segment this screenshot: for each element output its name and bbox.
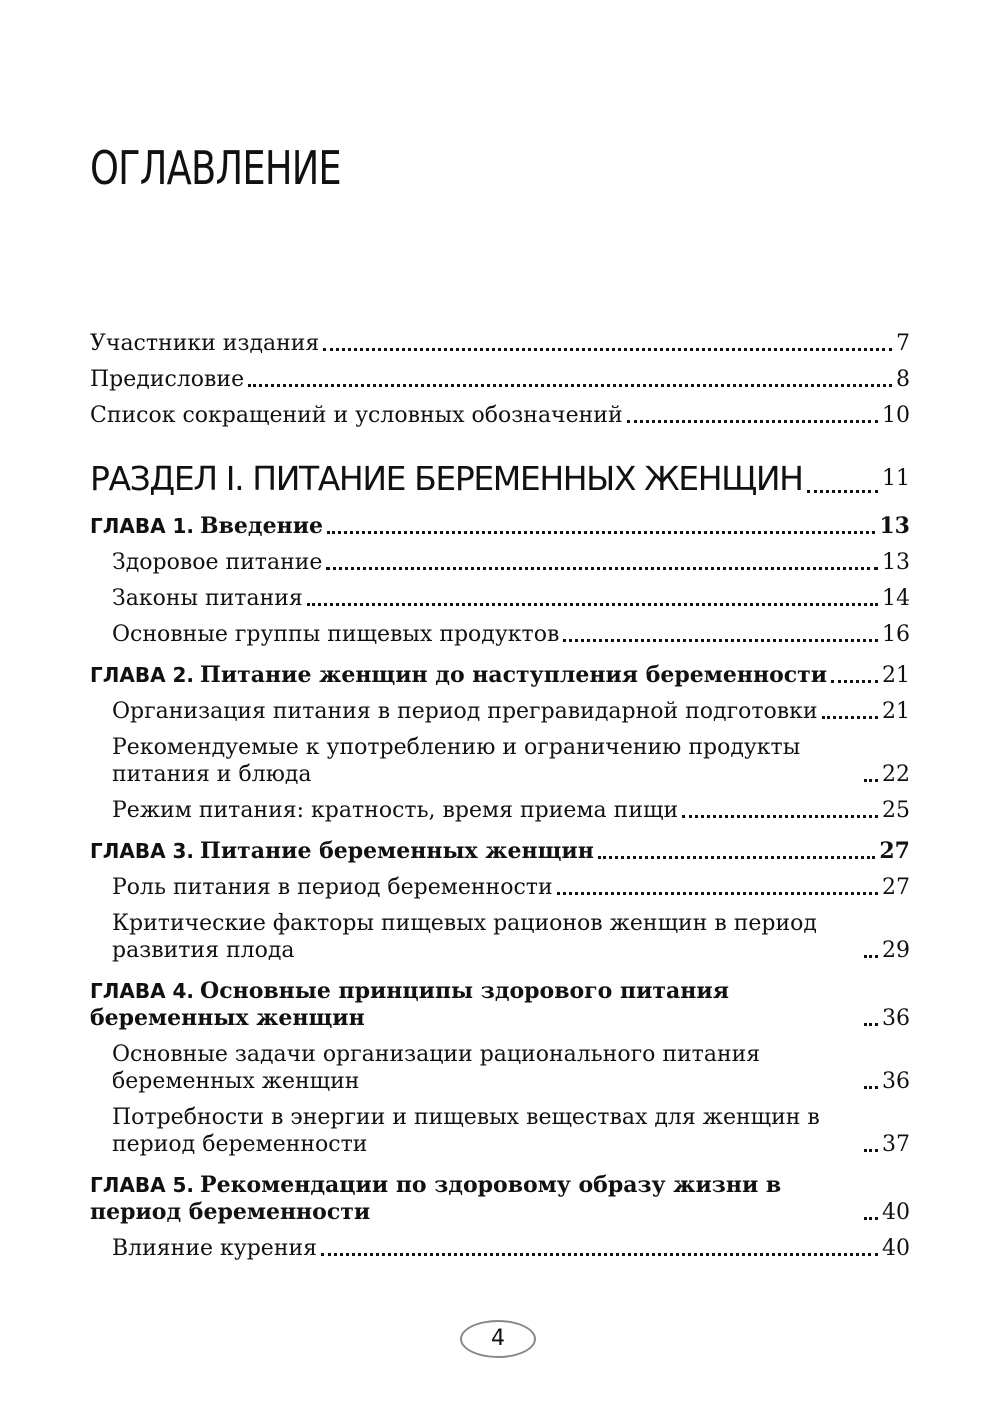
toc-page-number: 16 xyxy=(882,622,910,647)
dot-leader xyxy=(831,680,878,683)
toc-chapter-3[interactable] xyxy=(90,838,910,865)
toc-entry-text: Предисловие xyxy=(90,367,245,392)
toc-part-heading[interactable] xyxy=(90,459,910,499)
toc-section[interactable] xyxy=(90,910,910,964)
chapter-title: Основные принципы здорового питания беременных женщин xyxy=(90,978,729,1031)
chapter-title: Рекомендации по здоровому образу жизни в период беременности xyxy=(90,1172,782,1225)
toc-page-number: 25 xyxy=(882,798,910,823)
toc-entry-text: Режим питания: кратность, время приема пищи xyxy=(112,798,679,823)
toc-entry-text: Участники издания xyxy=(90,331,320,356)
toc-chapter-5[interactable] xyxy=(90,1172,910,1226)
chapter-title: Введение xyxy=(200,513,324,539)
toc-section[interactable] xyxy=(90,1104,910,1158)
toc-page-number: 29 xyxy=(882,938,910,963)
toc-entry[interactable] xyxy=(90,366,910,393)
toc-page-number: 37 xyxy=(882,1132,910,1157)
dot-leader xyxy=(864,1149,878,1152)
toc-list xyxy=(90,330,910,1271)
toc-entry-text: Влияние курения xyxy=(112,1236,318,1261)
toc-page-number: 13 xyxy=(882,550,910,575)
toc-page-number: 36 xyxy=(882,1006,910,1031)
toc-section[interactable] xyxy=(90,797,910,824)
toc-entry[interactable] xyxy=(90,402,910,429)
toc-part-text: РАЗДЕЛ I. ПИТАНИЕ БЕРЕМЕННЫХ ЖЕНЩИН xyxy=(90,459,803,498)
dot-leader xyxy=(563,639,878,642)
toc-section[interactable] xyxy=(90,734,910,788)
toc-page-number: 21 xyxy=(882,663,910,688)
page-number: 4 xyxy=(460,1320,536,1358)
toc-page-number: 8 xyxy=(896,367,910,392)
dot-leader xyxy=(307,603,878,606)
page-title: ОГЛАВЛЕНИЕ xyxy=(90,141,341,195)
dot-leader xyxy=(557,892,878,895)
toc-chapter-4[interactable] xyxy=(90,978,910,1032)
toc-entry-text: Роль питания в период беременности xyxy=(112,875,553,900)
toc-entry-text: Рекомендуемые к употреблению и ограничению продукты питания и блюда xyxy=(112,735,801,787)
chapter-title: Питание беременных женщин xyxy=(200,838,594,864)
toc-page-number: 27 xyxy=(882,875,910,900)
toc-section[interactable] xyxy=(90,1041,910,1095)
toc-page-number: 36 xyxy=(882,1069,910,1094)
toc-section[interactable] xyxy=(90,549,910,576)
chapter-label: ГЛАВА 3. xyxy=(90,839,195,863)
dot-leader xyxy=(864,955,878,958)
toc-section[interactable] xyxy=(90,585,910,612)
toc-page-number: 27 xyxy=(879,838,910,864)
toc-section[interactable] xyxy=(90,874,910,901)
toc-page-number: 14 xyxy=(882,586,910,611)
toc-entry-text: Основные группы пищевых продуктов xyxy=(112,622,560,647)
toc-entry-text: Список сокращений и условных обозначений xyxy=(90,403,623,428)
chapter-label: ГЛАВА 5. xyxy=(90,1173,195,1197)
dot-leader xyxy=(326,567,878,570)
toc-entry-text: Организация питания в период прегравидарной подготовки xyxy=(112,699,818,724)
toc-page-number: 11 xyxy=(882,466,910,491)
dot-leader xyxy=(864,1086,878,1089)
toc-page-number: 22 xyxy=(882,762,910,787)
dot-leader xyxy=(864,1023,878,1026)
toc-section[interactable] xyxy=(90,1235,910,1262)
toc-entry[interactable] xyxy=(90,330,910,357)
dot-leader xyxy=(864,779,878,782)
chapter-label: ГЛАВА 2. xyxy=(90,663,195,687)
toc-entry-text: Основные задачи организации рационального питания беременных женщин xyxy=(112,1042,761,1094)
dot-leader xyxy=(822,716,878,719)
toc-section[interactable] xyxy=(90,621,910,648)
toc-page-number: 40 xyxy=(882,1200,910,1225)
toc-entry-text: Законы питания xyxy=(112,586,303,611)
chapter-title: Питание женщин до наступления беременности xyxy=(200,662,828,688)
dot-leader xyxy=(323,348,892,351)
toc-entry-text: Критические факторы пищевых рационов женщин в период развития плода xyxy=(112,911,817,963)
toc-chapter-2[interactable] xyxy=(90,662,910,689)
toc-page-number: 7 xyxy=(896,331,910,356)
toc-entry-text: Потребности в энергии и пищевых веществах для женщин в период беременности xyxy=(112,1105,820,1157)
dot-leader xyxy=(248,384,892,387)
toc-page-number: 40 xyxy=(882,1236,910,1261)
toc-entry-text: Здоровое питание xyxy=(112,550,323,575)
toc-page-number: 10 xyxy=(882,403,910,428)
chapter-label: ГЛАВА 4. xyxy=(90,979,195,1003)
dot-leader xyxy=(807,490,878,493)
dot-leader xyxy=(321,1253,878,1256)
dot-leader xyxy=(627,420,878,423)
toc-chapter-1[interactable] xyxy=(90,513,910,540)
toc-section[interactable] xyxy=(90,698,910,725)
toc-page-number: 21 xyxy=(882,699,910,724)
dot-leader xyxy=(598,856,876,859)
toc-page-number: 13 xyxy=(879,513,910,539)
chapter-label: ГЛАВА 1. xyxy=(90,514,195,538)
dot-leader xyxy=(327,531,875,534)
dot-leader xyxy=(682,815,878,818)
dot-leader xyxy=(864,1217,878,1220)
